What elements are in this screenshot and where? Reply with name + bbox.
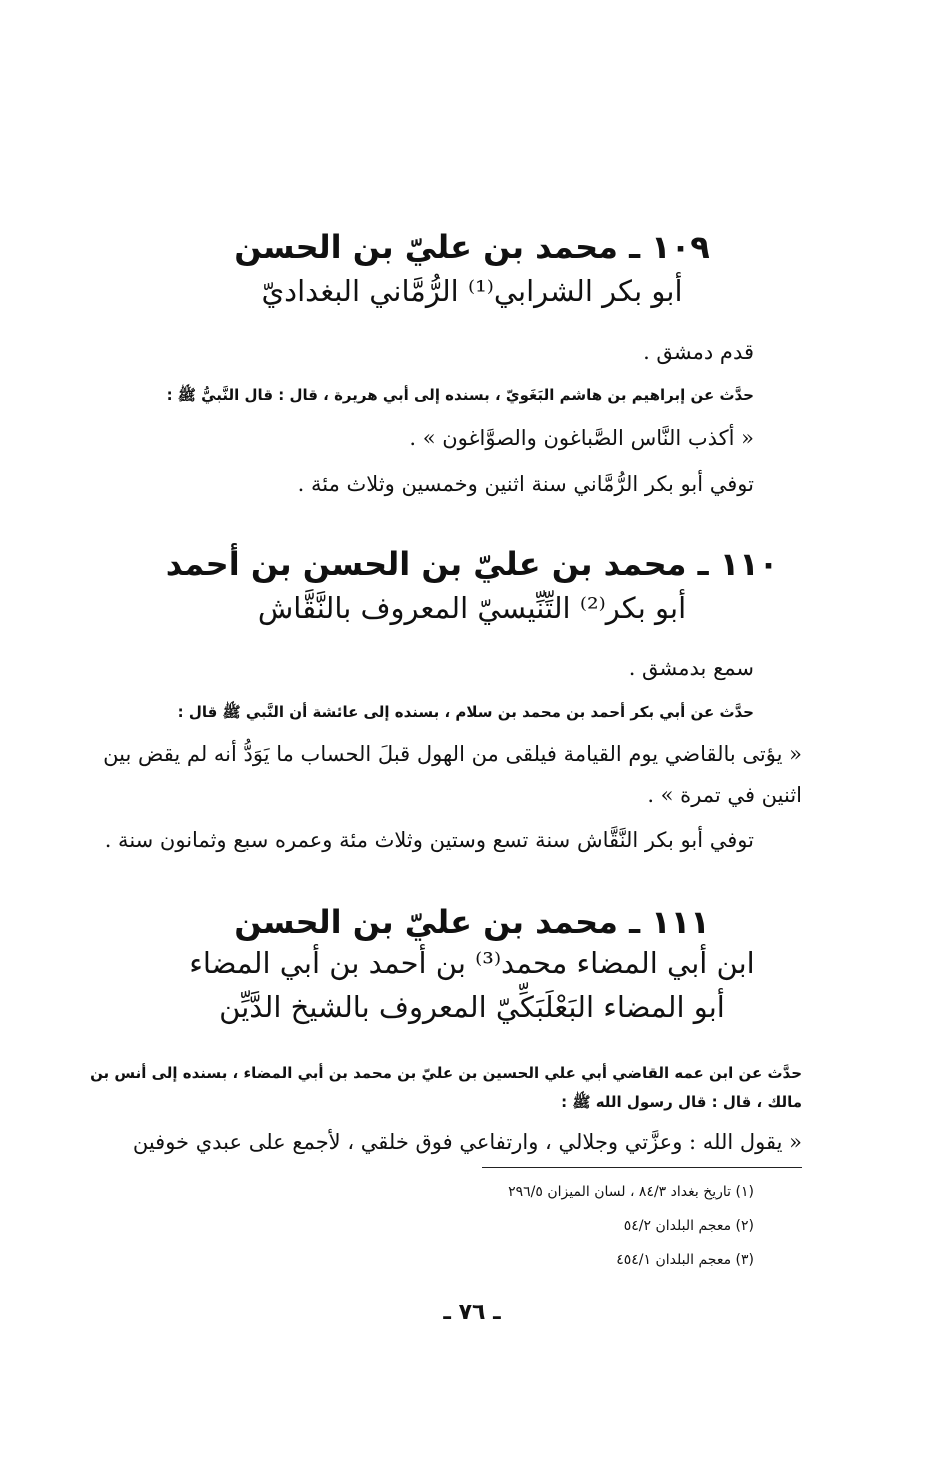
entry-111-subtitle-2: أبو المضاء البَعْلَبَكِّيّ المعروف بالشيخ الدَّيِّن: [219, 990, 725, 1024]
entry-110-line-1: سمع بدمشق .: [628, 656, 754, 680]
entry-110-title: ١١٠ ـ محمد بن عليّ بن الحسن بن أحمد: [165, 545, 779, 583]
entry-110-line-4: اثنين في تمرة » .: [647, 783, 802, 807]
footnote-1: (١) تاريخ بغداد ٨٤/٣ ، لسان الميزان ٢٩٦/٥: [508, 1184, 754, 1200]
entry-111-title: ١١١ ـ محمد بن عليّ بن الحسن: [234, 903, 710, 941]
entry-109-line-2: حدَّث عن إبراهيم بن هاشم البَغَويّ ، بسنده إلى أبي هريرة ، قال : قال النَّبيُّ ﷺ :: [166, 386, 754, 404]
entry-110-line-5: توفي أبو بكر النَّقَّاش سنة تسع وستين وثلاث مئة وعمره سبع وثمانون سنة .: [104, 828, 754, 852]
page-number: ـ ٧٦ ـ: [443, 1300, 501, 1325]
entry-111-line-2: مالك ، قال : قال رسول الله ﷺ :: [561, 1093, 802, 1111]
entry-111-line-1: حدَّث عن ابن عمه القاضي أبي علي الحسين بن عليّ بن محمد بن أبي المضاء ، بسنده إلى أنس بن: [90, 1064, 802, 1082]
entry-111-subtitle-1: ابن أبي المضاء محمد⁽³⁾ بن أحمد بن أبي المضاء: [189, 946, 755, 980]
entry-109-line-1: قدم دمشق .: [643, 340, 754, 364]
footnote-3: (٣) معجم البلدان ٤٥٤/١: [616, 1252, 754, 1268]
entry-110-subtitle: أبو بكر⁽²⁾ التِّنِّيسيّ المعروف بالنَّقَّاش: [257, 591, 687, 625]
entry-110-line-2: حدَّث عن أبي بكر أحمد بن محمد بن سلام ، بسنده إلى عائشة أن النَّبي ﷺ قال :: [177, 703, 754, 721]
footnote-2: (٢) معجم البلدان ٥٤/٢: [623, 1218, 754, 1234]
entry-109-title: ١٠٩ ـ محمد بن عليّ بن الحسن: [234, 228, 710, 266]
entry-111-line-3: « يقول الله : وعزَّتي وجلالي ، وارتفاعي فوق خلقي ، لأجمع على عبدي خوفين: [132, 1130, 802, 1154]
entry-109-line-3: « أكذب النَّاس الصَّباغون والصوَّاغون » .: [409, 426, 754, 450]
entry-109-line-4: توفي أبو بكر الرُّمَّاني سنة اثنين وخمسين وثلاث مئة .: [297, 472, 754, 496]
entry-109-subtitle: أبو بكر الشرابي⁽¹⁾ الرُّمَّاني البغداديّ: [261, 274, 683, 308]
footnote-separator: [482, 1167, 802, 1168]
entry-110-line-3: « يؤتى بالقاضي يوم القيامة فيلقى من الهول قبلَ الحساب ما يَوَدُّ أنه لم يقض بين: [103, 742, 802, 766]
